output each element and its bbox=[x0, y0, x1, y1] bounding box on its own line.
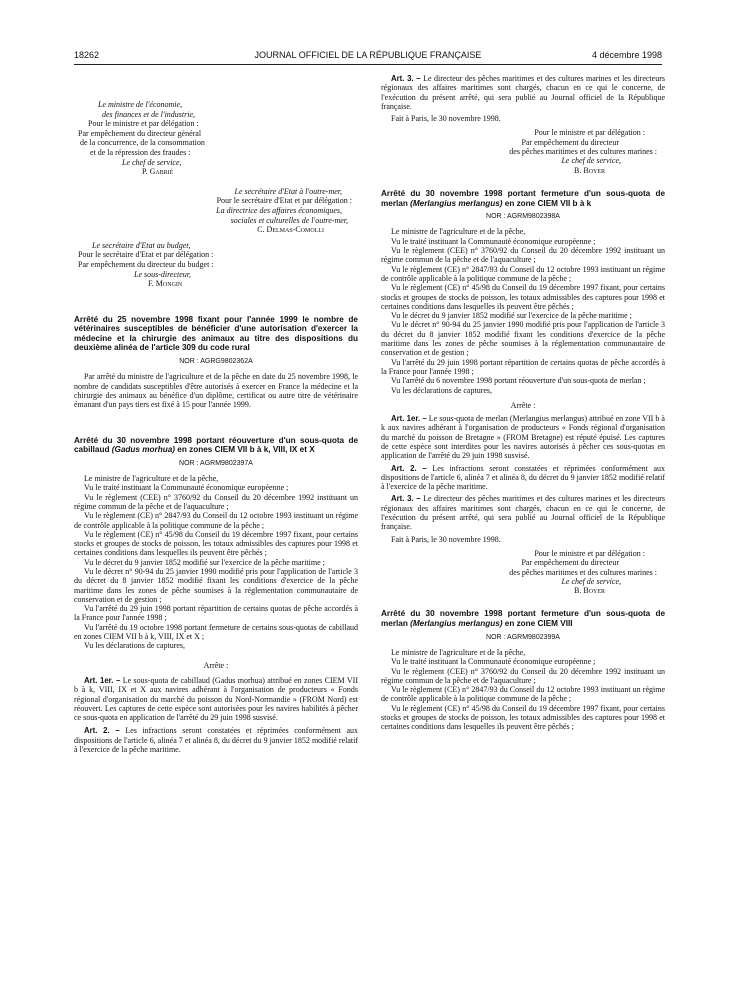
nor-reference: NOR : AGRM9802398A bbox=[486, 213, 560, 221]
sig-line: Par empêchement du directeur bbox=[521, 137, 619, 147]
article-3 bbox=[381, 74, 665, 111]
article-text: Les infractions seront constatées et réprimées conformément aux dispositions de l'article 6, alinéa 7 et alinéa 8, du décret du 9 janvier 1852 modifié relatif à l'exercice de la pêche maritime. bbox=[74, 726, 358, 755]
visa: Vu le règlement (CEE) n° 3760/92 du Conseil du 20 décembre 1992 instituant un régime commun de la pêche et de l'aquaculture ; bbox=[74, 492, 358, 511]
sig-line: Pour le secrétaire d'Etat et par délégation : bbox=[216, 196, 352, 206]
visa: Vu l'arrêté du 29 juin 1998 portant répartition de certains quotas de pêche accordés à la France pour l'année 1998 ; bbox=[74, 604, 358, 623]
sig-line: et de la répression des fraudes : bbox=[90, 147, 191, 157]
visa: Vu l'arrêté du 29 juin 1998 portant répartition de certains quotas de pêche accordés à la France pour l'année 1998 ; bbox=[381, 357, 665, 376]
sig-line: Le chef de service, bbox=[122, 157, 182, 167]
page-number: 18262 bbox=[74, 50, 100, 60]
arrete-heading: Arrête : bbox=[203, 660, 229, 670]
sig-line: des pêches maritimes et des cultures marines : bbox=[509, 147, 657, 157]
visa: Vu le traité instituant la Communauté économique européenne ; bbox=[84, 483, 289, 493]
species-name: (Merlangius merlangus) bbox=[410, 198, 503, 208]
title-part: en zones CIEM VII b à k, VIII, IX et X bbox=[175, 445, 315, 455]
arrete-cabillaud bbox=[74, 436, 358, 755]
article-title bbox=[74, 436, 358, 455]
sig-line: Le ministre de l'économie, bbox=[98, 100, 183, 109]
article-label: Art. 2. – bbox=[84, 726, 120, 736]
visa: Vu le règlement (CE) n° 45/98 du Conseil du 19 décembre 1997 fixant, pour certains stocks et groupes de stocks de poisson, les totaux admissibles des captures pour 1998 et certaines conditions dans lesquelles ils peuvent être pêchés ; bbox=[381, 703, 665, 732]
sig-name: C. Delmas-Comolli bbox=[257, 225, 324, 235]
species-name: (Merlangius merlangus) bbox=[410, 619, 503, 629]
article-text: Le directeur des pêches maritimes et des cultures marines et les directeurs régionaux des affaires maritimes sont chargés, chacun en ce qui le concerne, de l'exécution du présent arrêté, qui sera publié au Journal officiel de la République française. bbox=[381, 494, 665, 532]
visa: Vu le règlement (CE) n° 45/98 du Conseil du 19 décembre 1997 fixant, pour certains stocks et groupes de stocks de poisson, les totaux admissibles des captures pour 1998 et certaines conditions dans lesquelles ils peuvent être pêchés ; bbox=[381, 283, 665, 311]
sig-name: F. Mongin bbox=[148, 279, 183, 289]
journal-title: JOURNAL OFFICIEL DE LA RÉPUBLIQUE FRANÇAISE bbox=[254, 50, 482, 60]
signature-block-outre-mer bbox=[74, 187, 358, 235]
visa: Vu le décret n° 90-94 du 25 janvier 1990 modifié pris pour l'application de l'article 3 du décret du 8 janvier 1852 modifié fixant les conditions d'exercice de la pêche maritime dans les zones de pêche soumises à la réglementation communautaire de conservation et de gestion ; bbox=[74, 567, 358, 604]
article-title bbox=[381, 609, 665, 628]
header-rule bbox=[74, 64, 662, 65]
visa: Vu l'arrêté du 19 octobre 1998 portant fermeture de certains sous-quotas de cabillaud en zones CIEM VII b à k, VIII, IX et X ; bbox=[74, 622, 358, 642]
fait-a-paris: Fait à Paris, le 30 novembre 1998. bbox=[391, 534, 501, 544]
sig-line: Par empêchement du directeur bbox=[521, 558, 619, 568]
visa: Le ministre de l'agriculture et de la pêche, bbox=[84, 474, 219, 484]
article-title bbox=[381, 189, 665, 208]
sig-line: Le secrétaire d'Etat au budget, bbox=[92, 240, 191, 250]
article-title: Arrêté du 25 novembre 1998 fixant pour l'année 1999 le nombre de vétérinaires susceptibles de bénéficier d'une autorisation d'exercer la médecine et la chirurgie des animaux au titre des dispositions du deuxième alinéa de l'article 309 du code rural bbox=[74, 314, 358, 353]
title-part: Arrêté du 30 novembre 1998 portant réouverture d'un sous-quota de cabillaud bbox=[74, 435, 358, 455]
sig-line: Par empêchement du directeur du budget : bbox=[78, 259, 214, 269]
nor-reference: NOR : AGRM9802399A bbox=[486, 633, 560, 641]
sig-line: Le chef de service, bbox=[561, 576, 621, 586]
sig-line: Le secrétaire d'Etat à l'outre-mer, bbox=[234, 186, 342, 196]
sig-line: Pour le ministre et par délégation : bbox=[88, 119, 199, 129]
article-3 bbox=[381, 494, 665, 531]
signature-block bbox=[381, 128, 665, 174]
article-2 bbox=[74, 726, 358, 754]
visa: Vu le règlement (CE) n° 45/98 du Conseil du 19 décembre 1997 fixant, pour certains stocks et groupes de stocks de poisson, les totaux admissibles des captures pour 1998 et certaines conditions dans lesquelles ils peuvent être pêchés ; bbox=[74, 529, 358, 558]
sig-line: Par empêchement du directeur général bbox=[78, 128, 202, 138]
visa: Vu le règlement (CEE) n° 3760/92 du Conseil du 20 décembre 1992 instituant un régime commun de la pêche et de l'aquaculture ; bbox=[381, 666, 665, 685]
title-part: en zone CIEM VII b à k bbox=[502, 198, 592, 208]
visa: Vu le décret du 9 janvier 1852 modifié sur l'exercice de la pêche maritime ; bbox=[84, 557, 325, 567]
arrete-veterinaires bbox=[74, 315, 358, 410]
left-column bbox=[74, 74, 358, 754]
signature-block-budget bbox=[74, 241, 358, 289]
visa: Vu le décret du 9 janvier 1852 modifié sur l'exercice de la pêche maritime ; bbox=[391, 311, 632, 321]
article-label: Art. 2. – bbox=[391, 463, 427, 473]
visa: Vu le décret n° 90-94 du 25 janvier 1990 modifié pris pour l'application de l'article 3 du décret du 8 janvier 1852 modifié fixant les conditions d'exercice de la pêche maritime dans les zones de pêche soumises à la réglementation communautaire de conservation et de gestion ; bbox=[381, 320, 665, 358]
sig-line: Le sous-directeur, bbox=[134, 269, 192, 279]
right-column bbox=[381, 74, 665, 732]
title-part: Arrêté du 30 novembre 1998 portant fermeture d'un sous-quota de merlan bbox=[381, 609, 665, 629]
sig-line: des pêches maritimes et des cultures marines : bbox=[509, 567, 657, 577]
fait-a-paris: Fait à Paris, le 30 novembre 1998. bbox=[391, 114, 501, 124]
sig-line: La directrice des affaires économiques, bbox=[216, 205, 342, 215]
page-header bbox=[74, 50, 662, 64]
arrete-heading: Arrête : bbox=[510, 400, 536, 410]
article-text: Le directeur des pêches maritimes et des cultures marines et les directeurs régionaux des affaires maritimes sont chargés, chacun en ce qui le concerne, de l'exécution du présent arrêté, qui sera publié au Journal officiel de la République française. bbox=[381, 74, 665, 111]
visa: Vu le règlement (CE) n° 2847/93 du Conseil du 12 octobre 1993 instituant un régime de contrôle applicable à la politique commune de la pêche ; bbox=[381, 264, 665, 283]
arrete-merlan-vii bbox=[381, 189, 665, 595]
sig-line: des finances et de l'industrie, bbox=[102, 109, 196, 119]
signature-block-economie bbox=[74, 100, 358, 177]
visa: Vu le règlement (CE) n° 2847/93 du Conseil du 12 octobre 1993 instituant un régime de contrôle applicable à la politique commune de la pêche ; bbox=[74, 511, 358, 530]
visa: Vu le règlement (CEE) n° 3760/92 du Conseil du 20 décembre 1992 instituant un régime commun de la pêche et de l'aquaculture ; bbox=[381, 246, 665, 265]
visa: Vu le traité instituant la Communauté économique européenne ; bbox=[391, 236, 596, 246]
sig-line: Le chef de service, bbox=[561, 156, 621, 166]
sig-line: de la concurrence, de la consommation bbox=[80, 138, 205, 148]
article-label: Art. 3. – bbox=[391, 74, 421, 83]
issue-date: 4 décembre 1998 bbox=[591, 50, 662, 60]
article-label: Art. 1er. – bbox=[391, 414, 427, 424]
article-text: Les infractions seront constatées et réprimées conformément aux dispositions de l'article 6, alinéa 7 et alinéa 8, du décret du 9 janvier 1852 modifié relatif à l'exercice de la pêche maritime. bbox=[381, 463, 665, 492]
visa: Vu le règlement (CE) n° 2847/93 du Conseil du 12 octobre 1993 instituant un régime de contrôle applicable à la politique commune de la pêche ; bbox=[381, 685, 665, 704]
species-name: (Gadus morhua) bbox=[111, 445, 175, 455]
article-label: Art. 3. – bbox=[391, 494, 421, 504]
article-text: Le sous-quota de cabillaud (Gadus morhua) attribué en zones CIEM VII b à k, VIII, IX et X aux navires adhérant à l'organisation de producteurs « Fonds régional d'organisation du marché du poisson du Nord-Normandie » (FROM Nord) est réouvert. Les captures de cette espèce sont autorisées pour les navires habilités à pêcher ce sous-quota en application de l'arrêté du 29 juin 1998 susvisé. bbox=[74, 675, 358, 723]
visa: Vu les déclarations de captures, bbox=[391, 385, 493, 395]
title-part: Arrêté du 30 novembre 1998 portant fermeture d'un sous-quota de merlan bbox=[381, 188, 665, 208]
article-2 bbox=[381, 464, 665, 492]
visa: Le ministre de l'agriculture et de la pêche, bbox=[391, 647, 526, 657]
nor-reference: NOR : AGRM9802397A bbox=[179, 459, 253, 467]
sig-name: P. Gabrié bbox=[142, 167, 174, 177]
article-text: Le sous-quota de merlan (Merlangius merlangus) attribué en zone VII b à k aux navires adhérant à l'organisation de producteurs « Fonds régional d'organisation du marché du poisson de Bretagne » (FROM Bretagne) est réputé épuisé. Les captures de cette espèce sont interdites pour les navires autorisés à pêcher ces sous-quotas en application de l'arrêté du 29 juin 1998 susvisé. bbox=[381, 414, 665, 461]
sig-name: B. Boyer bbox=[573, 586, 605, 596]
article-1 bbox=[74, 676, 358, 722]
title-part: en zone CIEM VIII bbox=[502, 619, 573, 629]
visa: Vu les déclarations de captures, bbox=[84, 641, 186, 651]
visa: Vu le traité instituant la Communauté économique européenne ; bbox=[391, 657, 596, 667]
visa: Le ministre de l'agriculture et de la pêche, bbox=[391, 227, 526, 237]
signature-block bbox=[381, 549, 665, 595]
article-label: Art. 1er. – bbox=[84, 675, 121, 685]
sig-line: Pour le ministre et par délégation : bbox=[534, 128, 645, 138]
article-1 bbox=[381, 414, 665, 460]
nor-reference: NOR : AGRG9802362A bbox=[179, 358, 253, 366]
sig-line: Pour le secrétaire d'Etat et par délégation : bbox=[78, 250, 214, 260]
visa: Vu l'arrêté du 6 novembre 1998 portant réouverture d'un sous-quota de merlan ; bbox=[391, 376, 646, 386]
sig-line: Pour le ministre et par délégation : bbox=[534, 548, 645, 558]
arrete-merlan-viii bbox=[381, 609, 665, 731]
sig-line: sociales et culturelles de l'outre-mer, bbox=[230, 215, 348, 225]
sig-name: B. Boyer bbox=[573, 165, 605, 175]
paragraph: Par arrêté du ministre de l'agriculture et de la pêche en date du 25 novembre 1998, le nombre de candidats susceptibles d'être autorisés à exercer en France la médecine et la chirurgie des animaux au bénéfice d'un diplôme, certificat ou autre titre de vétérinaire émanant d'un pays tiers est fixé à 15 pour l'année 1999. bbox=[74, 372, 358, 410]
